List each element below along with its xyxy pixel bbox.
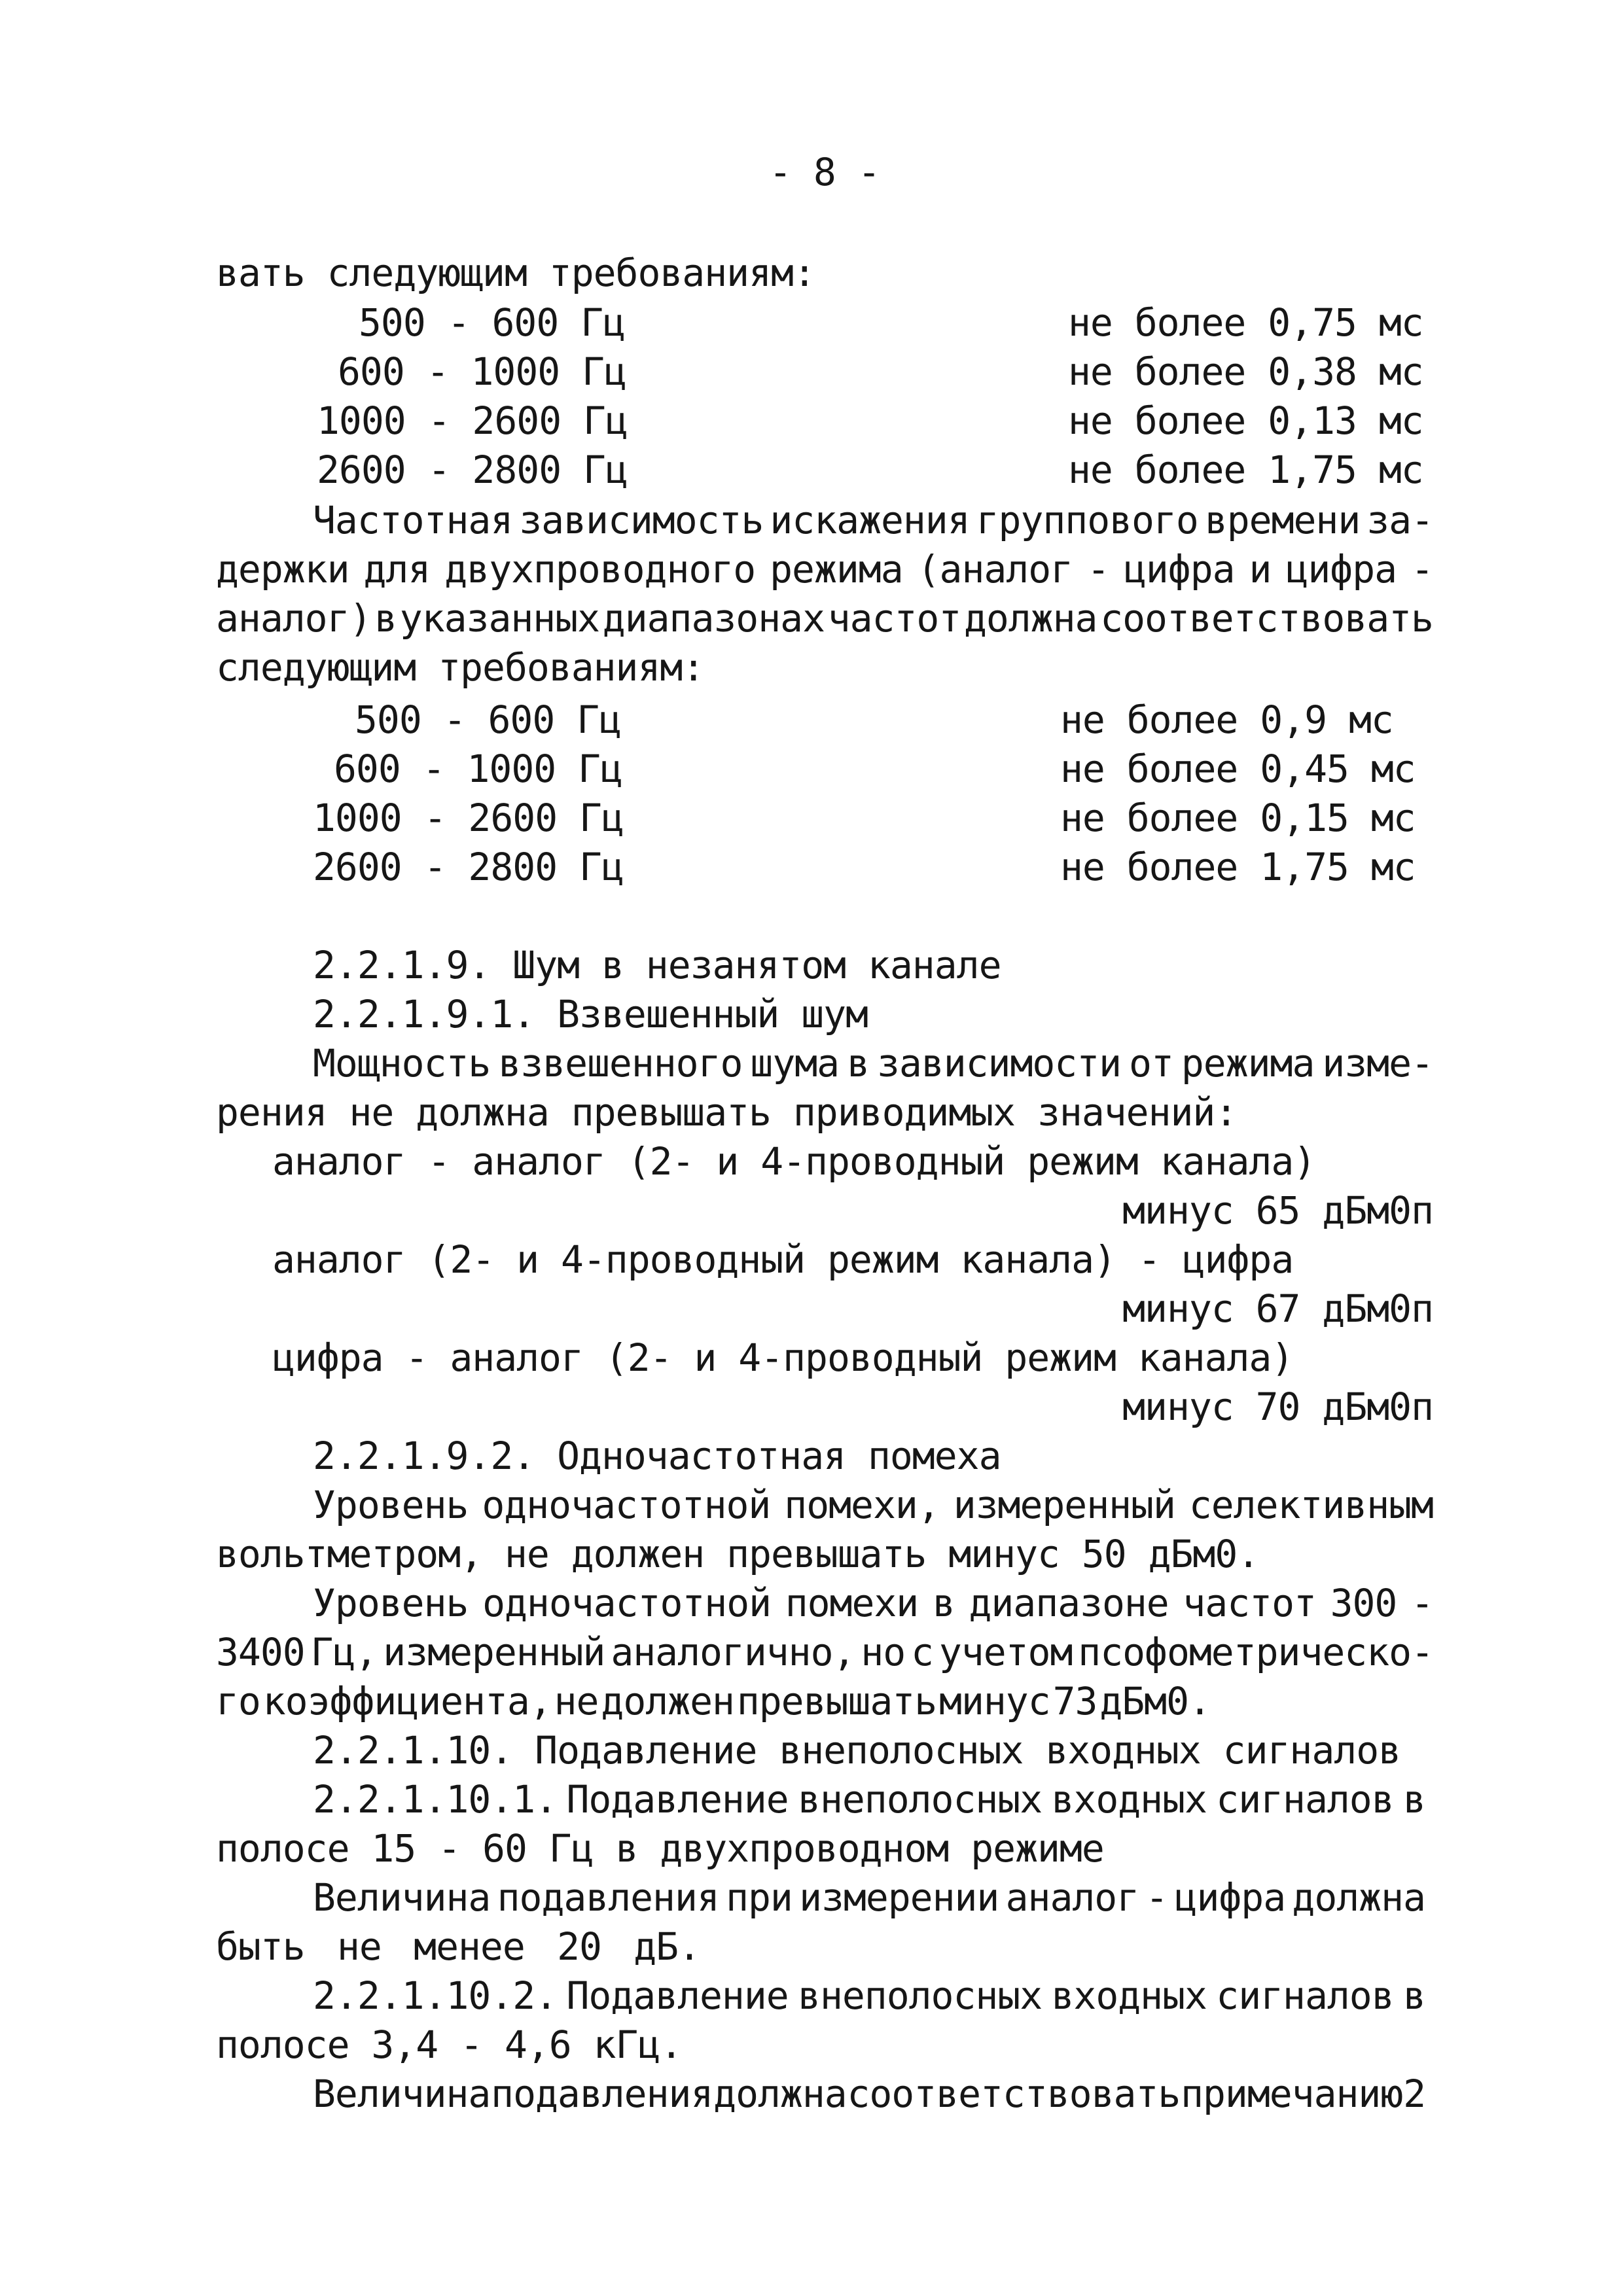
section-heading: 2.2.1.9.2. Одночастотная помеха bbox=[313, 1434, 1001, 1478]
paragraph-line: Частотная зависимость искажения группового времени за- bbox=[313, 498, 1433, 542]
table-cell-range: 2600 - 2800 Гц bbox=[317, 448, 628, 492]
noise-mode: цифра - аналог (2- и 4-проводный режим канала) bbox=[272, 1335, 1294, 1380]
paragraph-line: аналог) в указанных диапазонах частот должна соответствовать bbox=[216, 596, 1433, 641]
table-cell-value: не более 0,9 мс bbox=[1060, 698, 1393, 742]
paragraph-line: Уровень одночастотной помехи в диапазоне частот 300 - bbox=[313, 1581, 1433, 1625]
paragraph-line: 3400 Гц, измеренный аналогично, но с учетом псофометрическо- bbox=[216, 1630, 1433, 1674]
paragraph-line: Мощность взвешенного шума в зависимости от режима изме- bbox=[313, 1041, 1433, 1086]
table-cell-value: не более 0,13 мс bbox=[1068, 398, 1423, 443]
table-cell-value: не более 0,15 мс bbox=[1060, 796, 1416, 840]
table-cell-value: не более 1,75 мс bbox=[1060, 845, 1416, 889]
table-cell-range: 600 - 1000 Гц bbox=[338, 349, 626, 394]
section-heading: 2.2.1.9.1. Взвешенный шум bbox=[313, 992, 868, 1036]
table-cell-range: 600 - 1000 Гц bbox=[334, 747, 622, 791]
paragraph-line: го коэффициента, не должен превышать минус 73 дБм0. bbox=[216, 1679, 1211, 1723]
table-cell-range: 2600 - 2800 Гц bbox=[313, 845, 624, 889]
section-heading: 2.2.1.10.1. Подавление внеполосных входных сигналов в bbox=[313, 1777, 1425, 1822]
section-heading: 2.2.1.10. Подавление внеполосных входных сигналов bbox=[313, 1728, 1401, 1773]
noise-value: минус 67 дБм0п bbox=[1122, 1286, 1433, 1331]
paragraph-line: следующим требованиям: bbox=[216, 645, 705, 690]
table-cell-range: 500 - 600 Гц bbox=[359, 300, 626, 345]
noise-value: минус 65 дБм0п bbox=[1122, 1188, 1433, 1233]
paragraph-line: рения не должна превышать приводимых значений: bbox=[216, 1090, 1238, 1135]
noise-value: минус 70 дБм0п bbox=[1122, 1385, 1433, 1429]
table-cell-value: не более 0,75 мс bbox=[1068, 300, 1423, 345]
section-heading: полосе 3,4 - 4,6 кГц. bbox=[216, 2022, 683, 2067]
paragraph-line: Уровень одночастотной помехи, измеренный селективным bbox=[313, 1483, 1433, 1527]
paragraph-line: Величина подавления при измерении аналог - цифра должна bbox=[313, 1875, 1425, 1920]
table-cell-range: 1000 - 2600 Гц bbox=[313, 796, 624, 840]
paragraph-line: Величина подавления должна соответствовать примечанию 2 bbox=[313, 2072, 1425, 2116]
paragraph-line: держки для двухпроводного режима (аналог - цифра и цифра - bbox=[216, 547, 1433, 592]
noise-mode: аналог (2- и 4-проводный режим канала) - цифра bbox=[272, 1237, 1294, 1282]
intro-line: вать следующим требованиям: bbox=[216, 251, 815, 295]
section-heading: 2.2.1.10.2. Подавление внеполосных входных сигналов в bbox=[313, 1973, 1425, 2018]
table-cell-range: 500 - 600 Гц bbox=[355, 698, 622, 742]
page-number: - 8 - bbox=[769, 150, 880, 194]
table-cell-value: не более 0,45 мс bbox=[1060, 747, 1416, 791]
section-heading: полосе 15 - 60 Гц в двухпроводном режиме bbox=[216, 1826, 1104, 1871]
noise-mode: аналог - аналог (2- и 4-проводный режим канала) bbox=[272, 1139, 1316, 1184]
table-cell-range: 1000 - 2600 Гц bbox=[317, 398, 628, 443]
table-cell-value: не более 0,38 мс bbox=[1068, 349, 1423, 394]
paragraph-line: вольтметром, не должен превышать минус 50 дБм0. bbox=[216, 1532, 1260, 1576]
table-cell-value: не более 1,75 мс bbox=[1068, 448, 1423, 492]
section-heading: 2.2.1.9. Шум в незанятом канале bbox=[313, 943, 1001, 987]
paragraph-line: быть не менее 20 дБ. bbox=[216, 1924, 700, 1969]
